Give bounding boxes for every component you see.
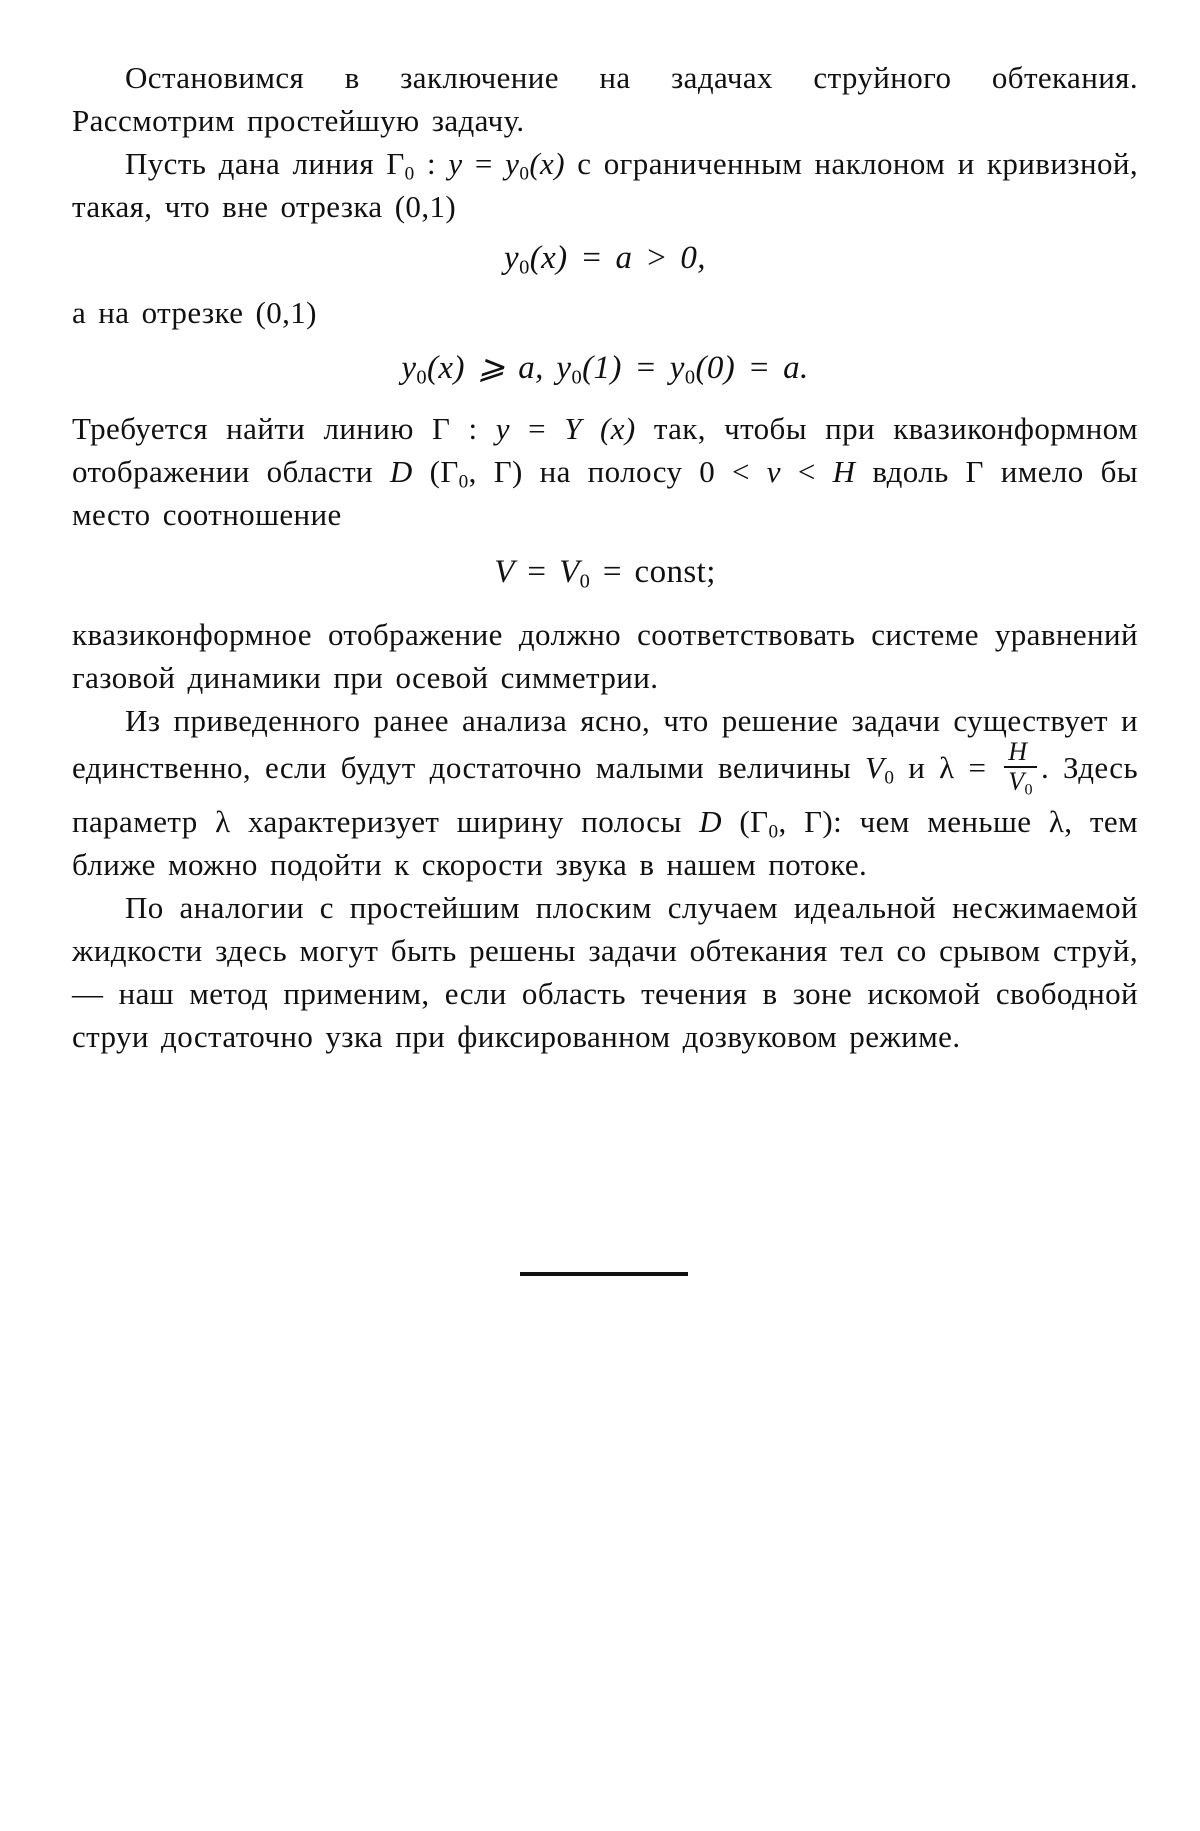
math-paren: , Г) [468,454,523,489]
math-subscript: 0 [579,570,591,593]
text: вдоль Г имело бы место соотношение [72,454,1138,532]
math-lt: < [780,454,833,489]
math-arg: (x) [581,411,636,446]
math-subscript: 0 [404,163,415,185]
math-var: y [448,146,463,181]
math-subscript: 0 [571,366,583,389]
math-gamma: Г [386,146,405,181]
math-var: H [832,454,856,489]
math-paren: (Г [721,804,769,839]
math-var: V [494,554,515,590]
math-var: y [504,240,520,276]
math-var: y [401,350,417,386]
formula-on-segment [72,346,1138,391]
math-subscript: 0 [684,366,696,389]
math-arg: (0) = a. [695,350,809,386]
math-arg: (x) [427,350,465,386]
math-var: v [766,454,781,489]
paragraph-gas-dynamics: квазиконформное отображение должно соответствовать системе уравнений газовой динамики при осевой симметрии. [72,617,1138,695]
fraction-numerator: H [1004,738,1037,768]
text: Требуется найти линию Г : [72,411,496,446]
formula-outside-segment [72,236,1138,281]
math-subscript: 0 [458,471,469,493]
paragraph-problem-statement [72,142,1138,228]
math-var: D [699,804,722,839]
paragraph-analysis [72,699,1138,886]
math-rest: = const; [590,554,716,590]
math-var: y [505,146,520,181]
math-arg: (1) = [582,350,670,386]
paragraph-analogy: По аналогии с простейшим плоским случаем идеальной несжимаемой жидкости здесь могут быть решены задачи обтекания тел со срывом струй, — наш метод применим, если область течения в зоне искомой свободной струи достаточно узка при фиксированном дозвуковом режиме. [72,890,1138,1054]
math-var: Y [564,411,582,446]
fraction-denominator [1004,767,1037,799]
text: : чем меньше λ, тем ближе можно подойти к скорости звука в нашем потоке. [72,804,1138,882]
end-rule [520,1272,688,1276]
math-ge: ⩾ a, [464,350,557,386]
math-subscript: 0 [884,767,895,789]
math-var: y [556,350,572,386]
math-var: V [1008,767,1025,796]
text: : [414,146,449,181]
text: Из приведенного ранее анализа ясно, что решение задачи существует и единственно, если будут достаточно малыми величины [72,703,1138,786]
math-arg: (x) [529,146,565,181]
math-subscript: 0 [519,256,530,279]
text: Пусть дана линия [125,146,387,181]
math-eq: = [509,411,565,446]
math-subscript: 0 [1024,781,1033,799]
math-subscript: 0 [416,366,428,389]
paragraph-intro: Остановимся в заключение на задачах струйного обтекания. Рассмотрим простейшую задачу. [72,60,1138,138]
math-var: y [495,411,510,446]
math-paren: (Г [412,454,459,489]
text: и λ = [894,750,1001,786]
math-eq: = [514,554,560,590]
math-subscript: 0 [768,821,779,843]
fraction-h-over-v0 [1004,737,1037,799]
page-text [72,56,1138,1058]
math-var: V [559,554,580,590]
paragraph-on-segment: а на отрезке (0,1) [72,295,317,330]
paragraph-requirement [72,407,1138,536]
math-arg: (x) [529,240,568,276]
text: на полосу 0 < [522,454,767,489]
text: так, чтобы при квазиконформном отображении области [72,411,1139,489]
text: с ограниченным наклоном и кривизной, такая, что вне отрезка (0,1) [72,146,1138,224]
text: . Здесь параметр λ характеризует ширину полосы [72,750,1139,839]
math-eq: = [462,146,506,181]
math-var: V [864,750,885,786]
math-subscript: 0 [519,163,530,185]
math-rest: = a > 0, [567,240,706,276]
math-var: y [669,350,685,386]
math-paren: , Г) [778,804,834,839]
math-var: D [389,454,413,489]
formula-velocity [72,550,1138,595]
